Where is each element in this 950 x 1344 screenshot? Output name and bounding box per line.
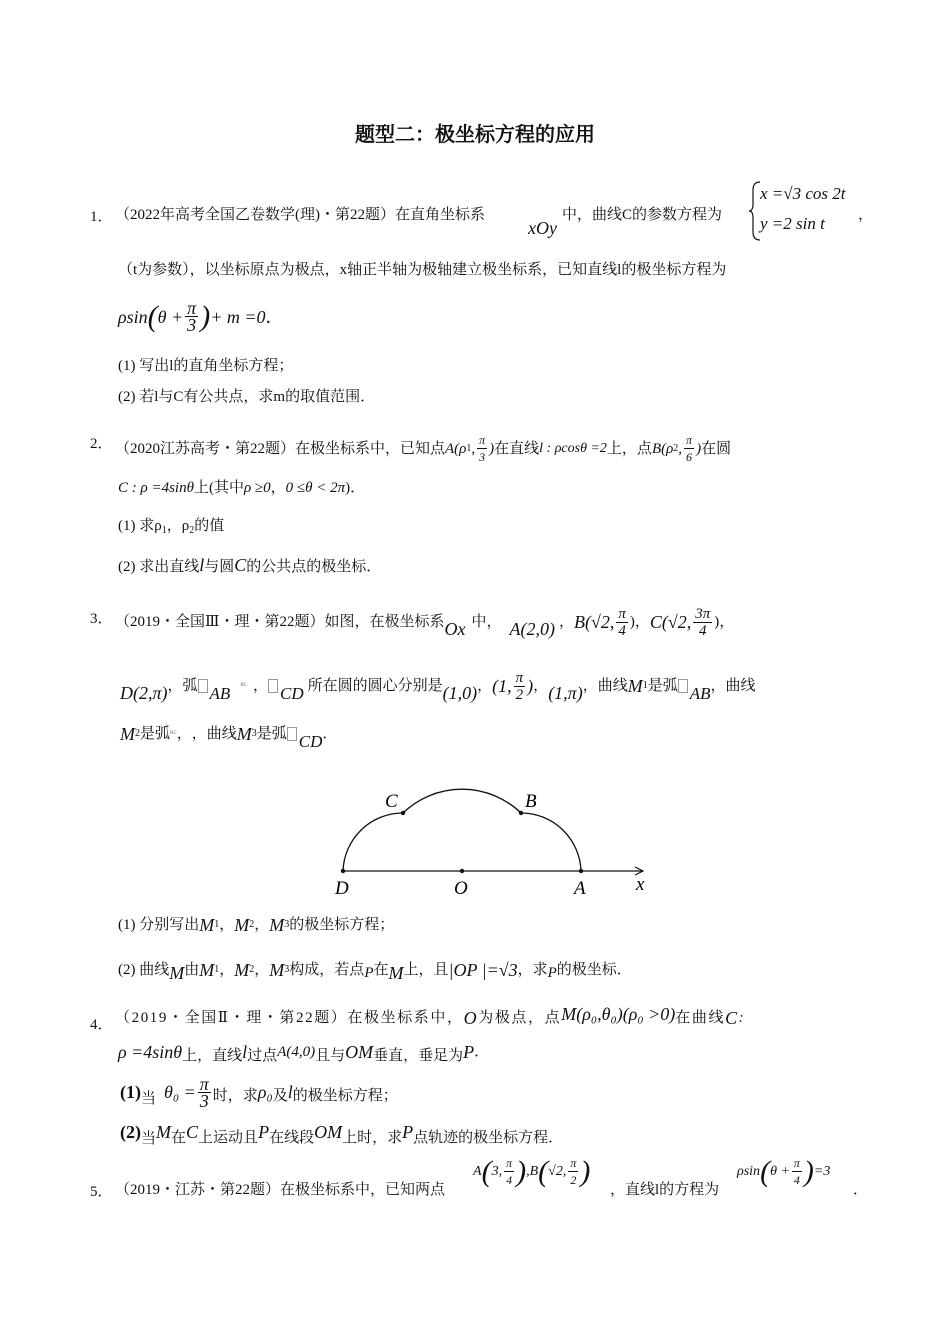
point-o: [460, 869, 464, 873]
problem-4-line2: ρ =4sinθ 上，直线 l 过点 A(4,0) 且与 OM 垂直，垂足为 P ．: [118, 1042, 490, 1064]
polar-arcs-figure: [325, 745, 665, 905]
problem-1-comma: ，: [858, 207, 874, 223]
problem-1-q2: (2) 若l与C有公共点，求m的取值范围．: [118, 389, 376, 405]
problem-1-polar-equation: ρsin ( θ + $\frac{\pi}{3}$ ) + m =0 ．: [118, 298, 284, 335]
problem-5-period: ．: [853, 1182, 869, 1198]
problem-3-line1: （2019・全国Ⅲ・理・第22题）如图，在极坐标系 Ox 中， A(2,0) ， B(√2, $\frac{\pi}{4}$ )， C(√2, $\frac{3\pi}{4}$ )，: [115, 605, 735, 639]
problem-2-number: 2．: [90, 436, 113, 452]
arc-cd: [343, 813, 403, 871]
point-c: [401, 811, 405, 815]
label-a: A: [574, 878, 586, 899]
problem-2-line1: （2020江苏高考・第22题）在极坐标系中，已知点 A(ρ 1 , $\frac{\pi}{3}$ ) 在直线 l : ρcosθ =2 上，点 B(ρ 2 , $\frac{\pi}{6}$ ) 在圆: [115, 433, 732, 464]
problem-5-text-b: ，直线l的方程为: [610, 1182, 720, 1198]
problem-4-number: 4．: [90, 1017, 113, 1033]
problem-1-number: 1．: [90, 209, 113, 225]
problem-5-line-equation: ρsin ( θ + $\frac{\pi}{4}$ ) =3: [737, 1154, 831, 1188]
problem-3-number: 3．: [90, 611, 113, 627]
problem-2-q2: (2) 求出直线l与圆C的公共点的极坐标．: [118, 555, 382, 575]
point-d: [341, 869, 345, 873]
problem-1-eq-x: x =√3 cos 2t: [760, 184, 846, 203]
problem-1-q1: (1) 写出l的直角坐标方程；: [118, 358, 294, 374]
page-title: 题型二：极坐标方程的应用: [355, 122, 595, 146]
problem-3-line3: M 2 是弧 BC ， ，曲线 M 3 是弧 CD ．: [120, 724, 338, 751]
problem-4-line1: （2019・全国Ⅱ・理・第22题）在极坐标系中， O 为极点，点 M(ρ₀,θ₀)(ρ₀ >0) 在曲线 C :: [115, 1004, 746, 1028]
problem-2-q1: (1) 求$\rho_1$，$\rho_2$的值: [118, 518, 225, 536]
problem-4-q1: (1) 当 θ₀ = $\frac{\pi}{3}$ 时，求 ρ₀ 及 l 的极坐标方程；: [120, 1073, 398, 1111]
problem-5-number: 5．: [90, 1184, 113, 1200]
problem-1-after-coord: 中，曲线C的参数方程为: [562, 207, 723, 223]
problem-5-text-a: （2019・江苏・第22题）在极坐标系中，已知两点: [115, 1182, 446, 1198]
problem-1-eq-y: y =2 sin t: [760, 214, 825, 233]
arc-symbol-icon: [678, 679, 688, 693]
label-d: D: [335, 878, 349, 899]
point-b: [519, 811, 523, 815]
point-a: [579, 869, 583, 873]
label-c: C: [385, 791, 398, 812]
problem-4-q2: (2) 当 M 在 C 上运动且 P 在线段 OM 上时，求 P 点轨迹的极坐标方程．: [120, 1122, 564, 1147]
problem-3-q2: (2) 曲线 M 由 M 1 ， M 2 ， M 3 构成，若点 P 在 M 上，且 |OP |=√3 ，求 P 的极坐标．: [118, 960, 632, 983]
problem-1-line2: （t为参数），以坐标原点为极点，x轴正半轴为极轴建立极坐标系，已知直线l的极坐标方程为: [118, 262, 727, 278]
problem-5-points: A ( 3, $\frac{\pi}{4}$ ) ,B ( √2, $\frac{\pi}{2}$ ): [473, 1154, 591, 1188]
label-b: B: [525, 791, 537, 812]
label-x: x: [636, 874, 645, 895]
problem-2-line2: C : ρ =4sinθ 上(其中 ρ ≥0 ， 0 ≤θ < 2π )．: [118, 480, 366, 496]
arc-bc: [403, 789, 521, 813]
problem-1-source: （2022年高考全国乙卷数学(理)・第22题）在直角坐标系: [115, 207, 485, 223]
problem-3-q1: (1) 分别写出 M 1 ， M 2 ， M 3 的极坐标方程；: [118, 915, 395, 935]
problem-3-line2: D(2,π) ，弧 AB BC ， CD 所在圆的圆心分别是 (1,0) ， (1, $\frac{\pi}{2}$ ) ， (1,π) ，曲线 M 1 是弧 AB ，曲线: [120, 669, 756, 703]
problem-1-parametric-system: [748, 180, 846, 247]
label-o: O: [454, 878, 468, 899]
arc-symbol-icon: [287, 727, 297, 741]
arc-symbol-icon: [198, 679, 208, 693]
arc-ab: [521, 813, 581, 871]
problem-1-coord-system: xOy: [528, 218, 557, 238]
arc-symbol-icon: [268, 679, 278, 693]
